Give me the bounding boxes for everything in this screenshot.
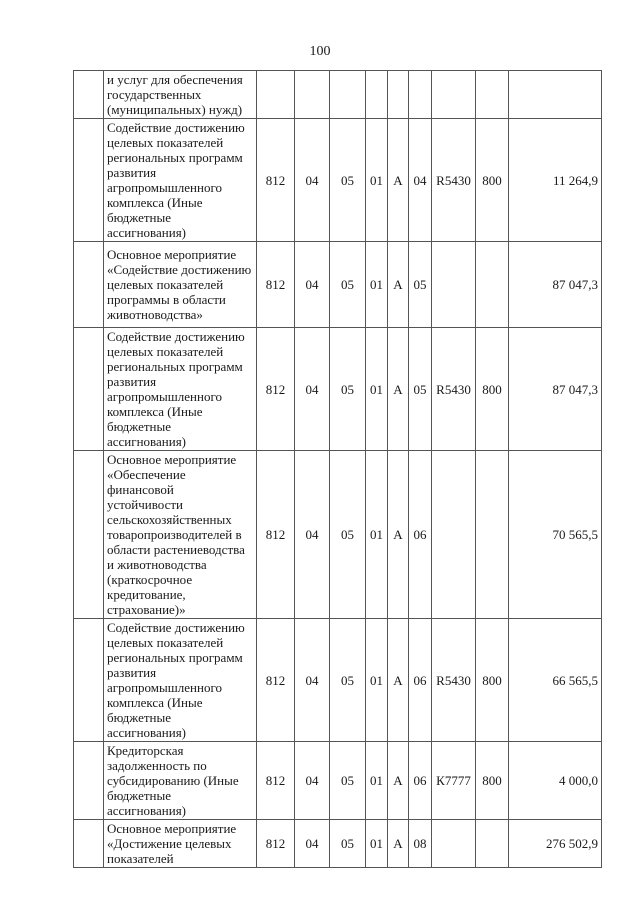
row-number-cell [74,451,104,619]
program-code-cell: 01 [366,820,388,868]
row-number-cell [74,328,104,451]
row-number-cell [74,619,104,742]
program-code-cell: 01 [366,242,388,328]
expense-direction-cell [432,242,476,328]
expense-direction-cell: R5430 [432,119,476,242]
expense-type-cell: 800 [476,328,509,451]
subprogram-letter-cell: А [388,119,409,242]
table-row [74,451,602,619]
item-name-cell: Кредиторская задолженность по субсидированию (Иные бюджетные ассигнования) [104,742,257,820]
amount-cell [509,71,602,119]
subsection-code-cell: 05 [330,451,366,619]
section-code-cell [295,71,330,119]
section-code-cell: 04 [295,328,330,451]
expense-direction-cell [432,71,476,119]
expense-direction-cell [432,451,476,619]
table-row [74,742,602,820]
subprogram-letter-cell: А [388,742,409,820]
event-code-cell: 06 [409,451,432,619]
amount-cell: 276 502,9 [509,820,602,868]
ministry-code-cell: 812 [257,242,295,328]
amount-cell: 11 264,9 [509,119,602,242]
ministry-code-cell: 812 [257,742,295,820]
program-code-cell: 01 [366,742,388,820]
table-row [74,820,602,868]
table-row [74,242,602,328]
section-code-cell: 04 [295,451,330,619]
expense-type-cell [476,242,509,328]
expense-type-cell [476,71,509,119]
ministry-code-cell: 812 [257,451,295,619]
program-code-cell: 01 [366,619,388,742]
section-code-cell: 04 [295,742,330,820]
item-name-cell: Содействие достижению целевых показателей региональных программ развития агропромышленного комплекса (Иные бюджетные ассигнования) [104,328,257,451]
expense-direction-cell: R5430 [432,619,476,742]
row-number-cell [74,742,104,820]
event-code-cell: 06 [409,619,432,742]
expense-type-cell [476,820,509,868]
expense-type-cell [476,451,509,619]
subsection-code-cell: 05 [330,328,366,451]
ministry-code-cell: 812 [257,119,295,242]
ministry-code-cell: 812 [257,619,295,742]
subsection-code-cell: 05 [330,119,366,242]
expense-direction-cell: К7777 [432,742,476,820]
expense-type-cell: 800 [476,619,509,742]
expense-direction-cell: R5430 [432,328,476,451]
subsection-code-cell: 05 [330,242,366,328]
amount-cell: 87 047,3 [509,242,602,328]
section-code-cell: 04 [295,242,330,328]
item-name-cell: Содействие достижению целевых показателей региональных программ развития агропромышленного комплекса (Иные бюджетные ассигнования) [104,619,257,742]
item-name-cell: Основное мероприятие «Обеспечение финансовой устойчивости сельскохозяйственных товаропроизводителей в области растениеводства и животноводства (краткосрочное кредитование, страхование)» [104,451,257,619]
expense-direction-cell [432,820,476,868]
event-code-cell: 05 [409,242,432,328]
amount-cell: 70 565,5 [509,451,602,619]
row-number-cell [74,71,104,119]
ministry-code-cell: 812 [257,820,295,868]
subsection-code-cell: 05 [330,742,366,820]
section-code-cell: 04 [295,619,330,742]
budget-table [73,70,602,868]
row-number-cell [74,820,104,868]
section-code-cell: 04 [295,119,330,242]
table-row [74,71,602,119]
amount-cell: 87 047,3 [509,328,602,451]
section-code-cell: 04 [295,820,330,868]
ministry-code-cell: 812 [257,328,295,451]
item-name-cell: Содействие достижению целевых показателей региональных программ развития агропромышленного комплекса (Иные бюджетные ассигнования) [104,119,257,242]
row-number-cell [74,119,104,242]
expense-type-cell: 800 [476,742,509,820]
item-name-cell: и услуг для обеспечения государственных (муниципальных) нужд) [104,71,257,119]
subsection-code-cell: 05 [330,820,366,868]
subprogram-letter-cell: А [388,328,409,451]
item-name-cell: Основное мероприятие «Содействие достижению целевых показателей программы в области животноводства» [104,242,257,328]
table-row [74,328,602,451]
event-code-cell: 05 [409,328,432,451]
expense-type-cell: 800 [476,119,509,242]
program-code-cell: 01 [366,328,388,451]
table-row [74,619,602,742]
subprogram-letter-cell [388,71,409,119]
subsection-code-cell [330,71,366,119]
subprogram-letter-cell: А [388,619,409,742]
item-name-cell: Основное мероприятие «Достижение целевых показателей [104,820,257,868]
program-code-cell: 01 [366,451,388,619]
program-code-cell [366,71,388,119]
ministry-code-cell [257,71,295,119]
table-row [74,119,602,242]
subprogram-letter-cell: А [388,820,409,868]
event-code-cell: 06 [409,742,432,820]
row-number-cell [74,242,104,328]
event-code-cell [409,71,432,119]
amount-cell: 4 000,0 [509,742,602,820]
subprogram-letter-cell: А [388,451,409,619]
page-number: 100 [309,44,331,59]
subsection-code-cell: 05 [330,619,366,742]
event-code-cell: 04 [409,119,432,242]
event-code-cell: 08 [409,820,432,868]
amount-cell: 66 565,5 [509,619,602,742]
subprogram-letter-cell: А [388,242,409,328]
program-code-cell: 01 [366,119,388,242]
